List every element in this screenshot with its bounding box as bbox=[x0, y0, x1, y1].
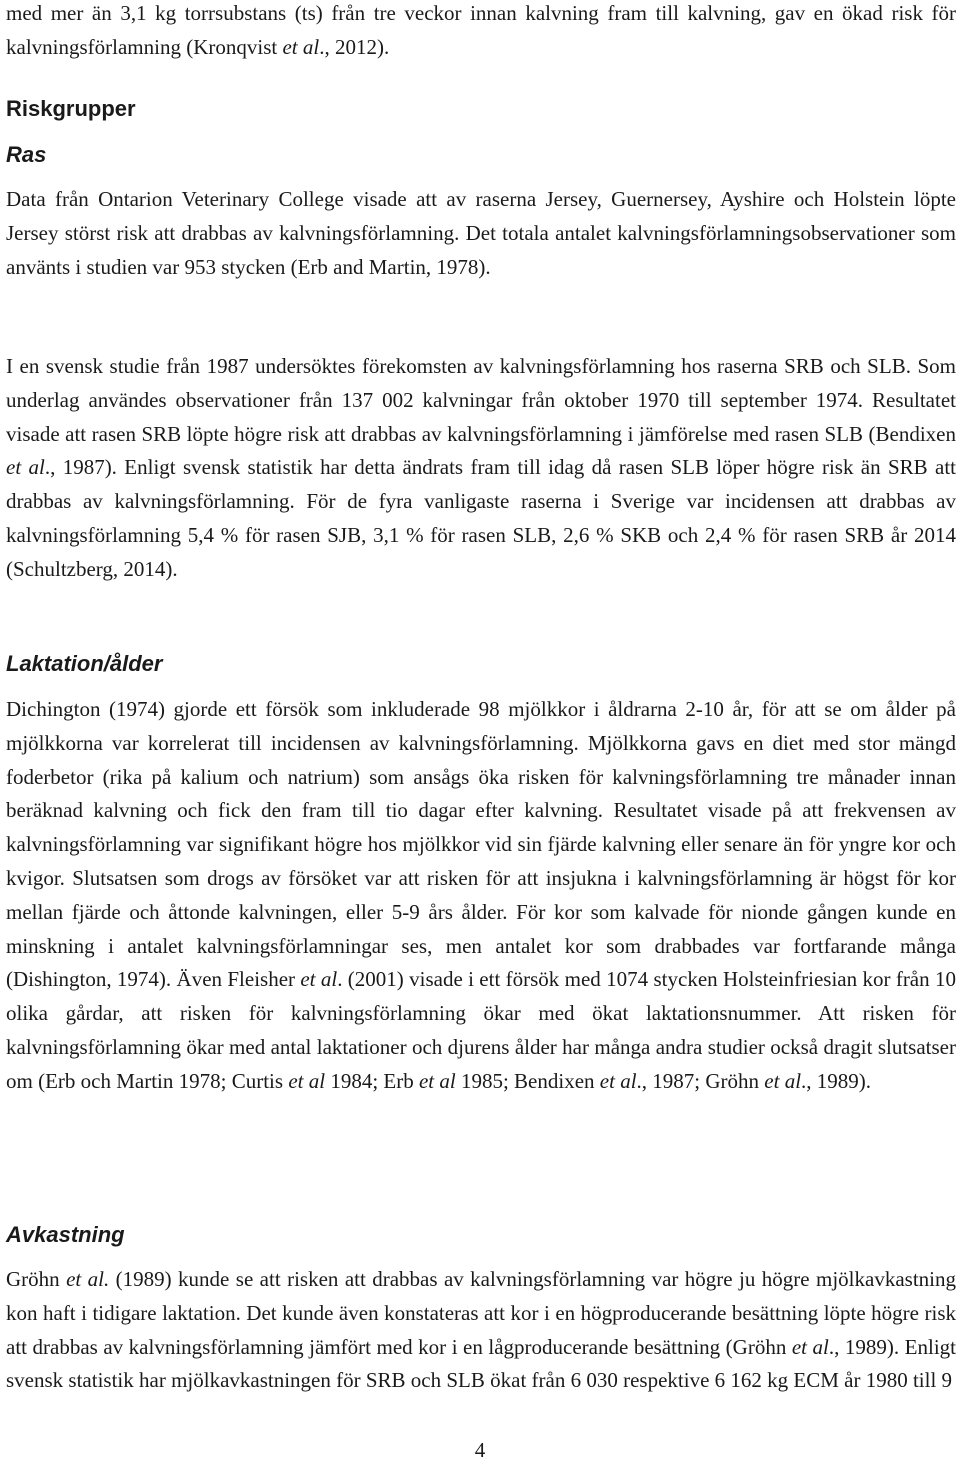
avk-text-2: (1989) kunde se att risken att drabbas av kalvningsförlamning var högre ju högre mjölkavkastning kon haft i tidigare laktation. Det kunde även konstateras att kor i en högproducerande besättning löpte högre risk att drabbas av kalvningsförlamning jämfört med kor i en lågproducerande besättning (Gröhn bbox=[6, 1267, 956, 1359]
lak-text-1: Dichington (1974) gjorde ett försök som inkluderade 98 mjölkkor i åldrarna 2-10 år, för att se om ålder på mjölkkorna var korrelerat till incidensen av kalvningsförlamning. Mjölkkorna gavs en diet med stor mängd foderbetor (rika på kalium och natrium) som ansågs öka risken för kalvningsförlamning tre månader innan beräknad kalvning och fick den fram till tio dagar efter kalvning. Resultatet visade på att frekvensen av kalvningsförlamning var signifikant högre hos mjölkkor vid sin fjärde kalvning eller senare än för yngre kor och kvigor. Slutsatsen som drogs av försöket var att risken för att insjukna i kalvningsförlamning är högst för kor mellan fjärde och åttonde kalvningen, eller 5-9 års ålder. För kor som kalvade för nionde gången kunde en minskning i antalet kalvningsförlamningar ses, men antalet kor som drabbades var fortfarande många (Dishington, 1974). Även Fleisher bbox=[6, 697, 956, 992]
avk-et-al-2: et al bbox=[791, 1334, 829, 1359]
lak-et-al-1: et al bbox=[300, 967, 338, 992]
ras-p2-et-al: et al bbox=[6, 455, 45, 480]
section-heading-riskgrupper: Riskgrupper bbox=[6, 96, 136, 121]
subsection-heading-laktation: Laktation/ålder bbox=[6, 651, 163, 676]
lak-et-al-3: et al bbox=[418, 1068, 456, 1093]
avk-text-3: ., 1989). Enligt svensk statistik har mjölkavkastningen för SRB och SLB ökat från 6 030 respektive 6 162 kg ECM år 1980 till 9 bbox=[6, 1334, 956, 1393]
section-riskgrupper bbox=[6, 94, 956, 124]
laktation-paragraph-block bbox=[6, 693, 956, 1099]
intro-paragraph bbox=[6, 0, 956, 65]
document-page bbox=[6, 0, 956, 1464]
ras-paragraph-1-block bbox=[6, 183, 956, 284]
lak-text-6: ., 1989). bbox=[801, 1068, 872, 1093]
lak-et-al-2: et al bbox=[288, 1068, 326, 1093]
ras-paragraph-2 bbox=[6, 350, 956, 587]
lak-et-al-4: et al bbox=[599, 1068, 637, 1093]
lak-et-al-5: et al bbox=[764, 1068, 802, 1093]
lak-text-5: ., 1987; Gröhn bbox=[636, 1068, 765, 1093]
subsection-ras bbox=[6, 140, 956, 170]
intro-paragraph-block bbox=[6, 0, 956, 65]
lak-text-3: 1984; Erb bbox=[325, 1068, 419, 1093]
subsection-avkastning bbox=[6, 1220, 956, 1250]
lak-text-4: 1985; Bendixen bbox=[455, 1068, 600, 1093]
ras-p2-text-2: ., 1987). Enligt svensk statistik har detta ändrats fram till idag då rasen SLB löper högre risk än SRB att drabbas av kalvningsförlamning. För de fyra vanligaste raserna i Sverige var incidensen att drabbas av kalvningsförlamning 5,4 % för rasen SJB, 3,1 % för rasen SLB, 2,6 % SKB och 2,4 % för rasen SRB år 2014 (Schultzberg, 2014). bbox=[6, 455, 956, 581]
page-number: 4 bbox=[474, 1438, 486, 1462]
ras-paragraph-1: Data från Ontarion Veterinary College visade att av raserna Jersey, Guernersey, Ayshire och Holstein löpte Jersey störst risk att drabbas av kalvningsförlamning. Det totala antalet kalvningsförlamningsobservationer som använts i studien var 953 stycken (Erb and Martin, 1978). bbox=[6, 187, 956, 279]
avkastning-paragraph bbox=[6, 1263, 956, 1398]
intro-text-2: ., 2012). bbox=[319, 34, 390, 59]
intro-et-al: et al bbox=[282, 34, 320, 59]
avkastning-paragraph-block bbox=[6, 1263, 956, 1398]
subsection-laktation bbox=[6, 649, 956, 679]
subsection-heading-avkastning: Avkastning bbox=[6, 1222, 125, 1247]
avk-et-al-1: et al. bbox=[66, 1267, 110, 1291]
laktation-paragraph bbox=[6, 693, 956, 1099]
ras-paragraph-2-block bbox=[6, 350, 956, 587]
avk-text-1: Gröhn bbox=[6, 1267, 67, 1291]
intro-text-1: med mer än 3,1 kg torrsubstans (ts) från tre veckor innan kalvning fram till kalvning, gav en ökad risk för kalvningsförlamning (Kronqvist bbox=[6, 1, 956, 59]
subsection-heading-ras: Ras bbox=[6, 142, 47, 167]
lak-text-2: . (2001) visade i ett försök med 1074 stycken Holsteinfriesian kor från 10 olika gårdar, att risken för kalvningsförlamning ökar med ökat laktationsnummer. Att risken för kalvningsförlamning ökar med antal laktationer och djurens ålder har många andra studier också dragit slutsatser om (Erb och Martin 1978; Curtis bbox=[6, 967, 956, 1093]
ras-p2-text-1: I en svensk studie från 1987 undersöktes förekomsten av kalvningsförlamning hos raserna SRB och SLB. Som underlag användes observationer från 137 002 kalvningar från oktober 1970 till september 1974. Resultatet visade att rasen SRB löpte högre risk att drabbas av kalvningsförlamning i jämförelse med rasen SLB (Bendixen bbox=[6, 354, 956, 446]
